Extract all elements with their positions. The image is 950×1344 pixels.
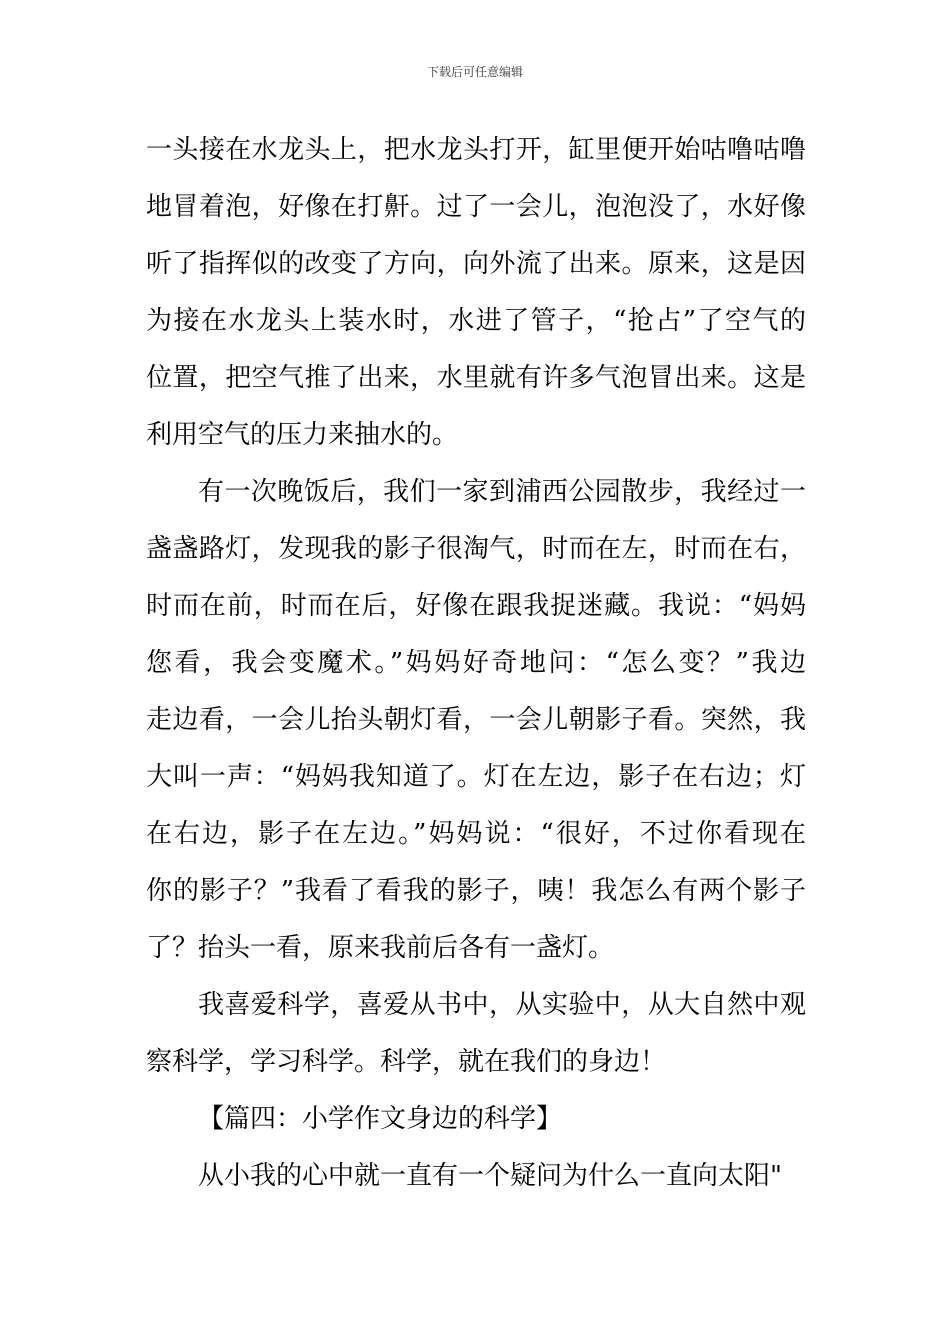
text-line: 走边看，一会儿抬头朝灯看，一会儿朝影子看。突然，我 [146, 705, 806, 735]
paragraph-first-line: 我喜爱科学，喜爱从书中，从实验中，从大自然中观 [198, 990, 806, 1020]
text-line: 利用空气的压力来抽水的。 [146, 420, 459, 450]
text-line: 时而在前，时而在后，好像在跟我捉迷藏。我说：“妈妈 [146, 591, 806, 621]
text-line: 为接在水龙头上装水时，水进了管子，“抢占”了空气的 [146, 306, 806, 336]
text-line: 察科学，学习科学。科学，就在我们的身边！ [146, 1047, 667, 1077]
text-line: 盏盏路灯，发现我的影子很淘气，时而在左，时而在右， [146, 534, 806, 564]
paragraph-first-line: 有一次晚饭后，我们一家到浦西公园散步，我经过一 [198, 477, 806, 507]
text-line: 听了指挥似的改变了方向，向外流了出来。原来，这是因 [146, 249, 806, 279]
text-line: 位置，把空气推了出来，水里就有许多气泡冒出来。这是 [146, 363, 806, 393]
page-header: 下载后可任意编辑 [426, 65, 523, 79]
paragraph-first-line: 从小我的心中就一直有一个疑问为什么一直向太阳" [198, 1161, 782, 1191]
text-line: 了？抬头一看，原来我前后各有一盏灯。 [146, 933, 615, 963]
document-body [146, 122, 806, 1205]
text-line: 您看，我会变魔术。”妈妈好奇地问：“怎么变？”我边 [146, 648, 806, 678]
section-heading: 【篇四：小学作文身边的科学】 [198, 1104, 563, 1134]
text-line: 一头接在水龙头上，把水龙头打开，缸里便开始咕噜咕噜 [146, 135, 806, 165]
text-line: 你的影子？”我看了看我的影子，咦！我怎么有两个影子 [146, 876, 806, 906]
text-line: 在右边，影子在左边。”妈妈说：“很好，不过你看现在 [146, 819, 806, 849]
text-line: 大叫一声：“妈妈我知道了。灯在左边，影子在右边；灯 [146, 762, 806, 792]
text-line: 地冒着泡，好像在打鼾。过了一会儿，泡泡没了，水好像 [146, 192, 806, 222]
